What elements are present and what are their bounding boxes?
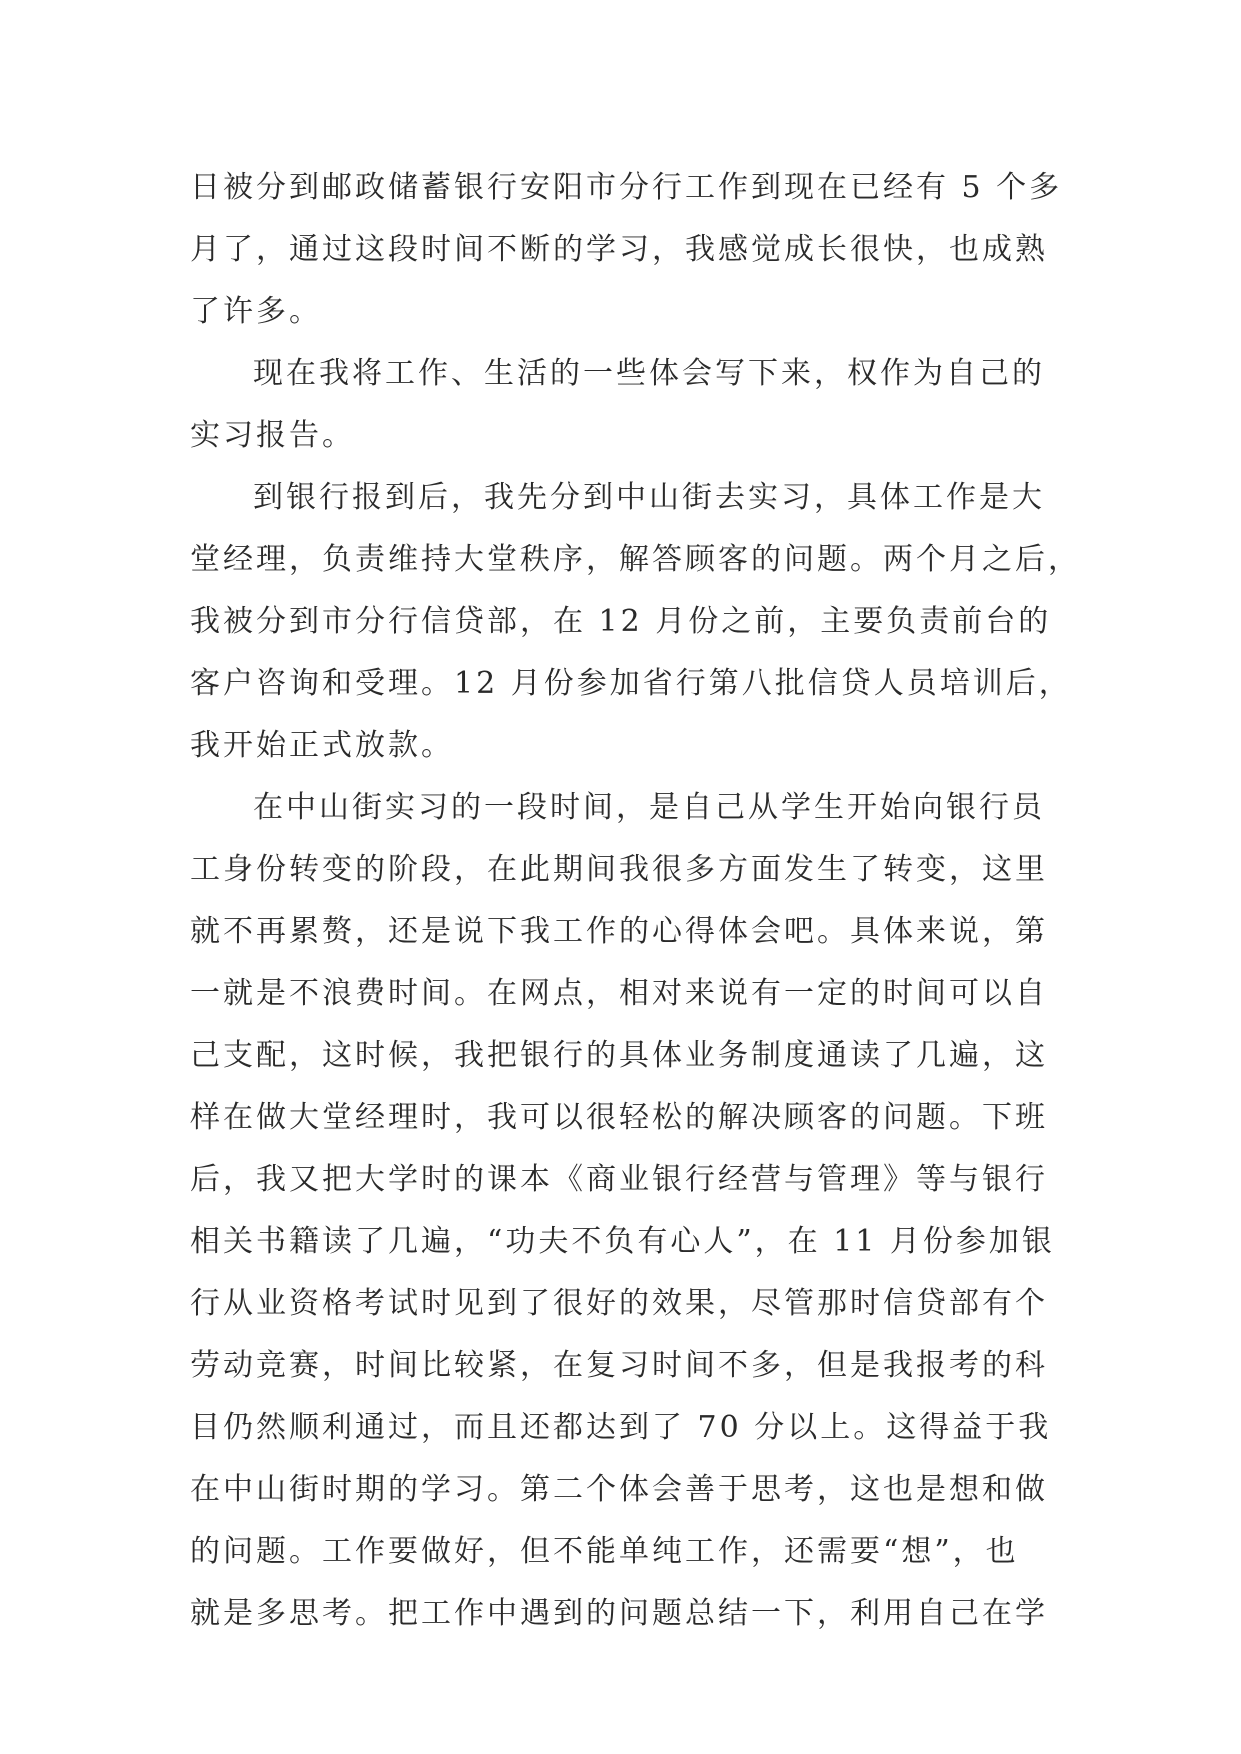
paragraph-3 [190, 467, 1081, 777]
paragraph-4 [190, 777, 1070, 1645]
text-line: 我被分到市分行信贷部，在 12 月份之前，主要负责前台的 [190, 604, 1052, 639]
paragraph-2 [190, 343, 1070, 467]
text-line: 目仍然顺利通过，而且还都达到了 70 分以上。这得益于我 [190, 1410, 1052, 1445]
paragraph-1 [190, 157, 1070, 343]
text-line: 实习报告。 [190, 418, 355, 453]
text-line: 劳动竞赛，时间比较紧，在复习时间不多，但是我报考的科 [190, 1348, 1048, 1383]
text-line: 现在我将工作、生活的一些体会写下来，权作为自己的 [253, 356, 1045, 391]
text-line: 就不再累赘，还是说下我工作的心得体会吧。具体来说，第 [190, 914, 1048, 949]
text-line: 就是多思考。把工作中遇到的问题总结一下，利用自己在学 [190, 1596, 1048, 1631]
text-line: 我开始正式放款。 [190, 728, 454, 763]
text-line: 己支配，这时候，我把银行的具体业务制度通读了几遍，这 [190, 1038, 1048, 1073]
text-line: 样在做大堂经理时，我可以很轻松的解决顾客的问题。下班 [190, 1100, 1048, 1135]
document-body [190, 157, 1081, 1645]
text-line: 堂经理，负责维持大堂秩序，解答顾客的问题。两个月之后， [190, 542, 1081, 577]
text-line: 后，我又把大学时的课本《商业银行经营与管理》等与银行 [190, 1162, 1048, 1197]
text-line: 了许多。 [190, 294, 322, 329]
text-line: 相关书籍读了几遍，“功夫不负有心人”，在 11 月份参加银 [190, 1224, 1055, 1259]
text-line: 在中山街时期的学习。第二个体会善于思考，这也是想和做 [190, 1472, 1048, 1507]
text-line: 行从业资格考试时见到了很好的效果，尽管那时信贷部有个 [190, 1286, 1048, 1321]
text-line: 日被分到邮政储蓄银行安阳市分行工作到现在已经有 5 个多 [190, 170, 1063, 205]
text-line: 月了，通过这段时间不断的学习，我感觉成长很快，也成熟 [190, 232, 1048, 267]
text-line: 的问题。工作要做好，但不能单纯工作，还需要“想”，也 [190, 1534, 1019, 1569]
text-line: 工身份转变的阶段，在此期间我很多方面发生了转变，这里 [190, 852, 1048, 887]
text-line: 在中山街实习的一段时间，是自己从学生开始向银行员 [253, 790, 1045, 825]
text-line: 客户咨询和受理。12 月份参加省行第八批信贷人员培训后， [190, 666, 1072, 701]
text-line: 到银行报到后，我先分到中山街去实习，具体工作是大 [253, 480, 1045, 515]
text-line: 一就是不浪费时间。在网点，相对来说有一定的时间可以自 [190, 976, 1048, 1011]
